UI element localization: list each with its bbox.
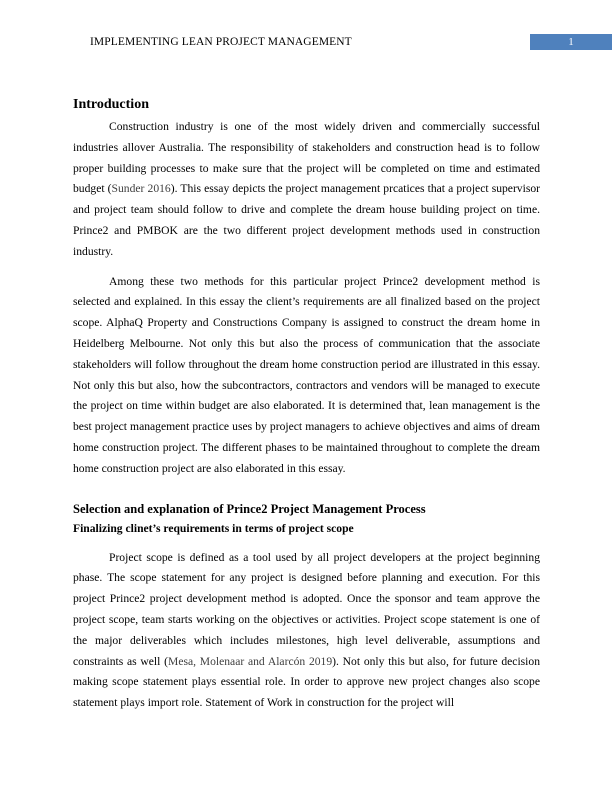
paragraph-gap xyxy=(73,539,540,548)
scope-p1-text-b: ). Not only this but also, for future decision making scope statement plays essential role. In order to approve new project changes also scope statement plays import role. Statement of Work in construction for the project will xyxy=(73,654,541,710)
intro-p1-citation: Sunder 2016 xyxy=(111,182,171,196)
running-header-title: IMPLEMENTING LEAN PROJECT MANAGEMENT xyxy=(90,36,352,48)
intro-paragraph-1 xyxy=(73,117,540,263)
section-gap xyxy=(73,480,540,499)
intro-p1-text-a: Construction industry is one of the most widely driven and commercially successful industries allover Australia. The responsibility of stakeholders and construction head is to follow proper building processes to make sure that the project will be completed on time and estimated budget ( xyxy=(73,120,540,196)
document-body xyxy=(73,96,540,714)
intro-p1-text-b: ). This essay depicts the project management prcatices that a project supervisor and project team should follow to drive and complete the dream house building project on time. Prince2 and PMBOK are the two different project development methods used in construction industry. xyxy=(73,182,540,258)
introduction-heading: Introduction xyxy=(73,97,149,112)
page-number: 1 xyxy=(568,36,574,48)
intro-paragraph-2: Among these two methods for this particular project Prince2 development method is selected and explained. In this essay the client’s requirements are all finalized based on the project scope. AlphaQ Property and Constructions Company is assigned to construct the dream home in Heidelberg Melbourne. Not only this but also the process of communication that the associate stakeholders will follow throughout the dream home construction period are illustrated in this essay. Not only this but also, how the subcontractors, contractors and vendors will be managed to execute the project on time within budget are also elaborated. It is determined that, lean management is the best project management practice uses by project managers to achieve objectives and aims of dream home construction project. The different phases to be maintained throughout to complete the dream home construction project are also elaborated in this essay. xyxy=(73,274,540,475)
scope-paragraph xyxy=(73,548,540,714)
requirements-subheading: Finalizing clinet’s requirements in terms of project scope xyxy=(73,521,354,535)
scope-p1-citation: Mesa, Molenaar and Alarcón 2019 xyxy=(168,654,333,668)
scope-p1-text-a: Project scope is defined as a tool used by all project developers at the project beginning phase. The scope statement for any project is designed before planning and execution. For this project Prince2 project development method is adopted. Once the sponsor and team approve the project scope, team starts working on the objectives or activities. Project scope statement is one of the major deliverables which includes milestones, high level deliverable, assumptions and constraints as well ( xyxy=(73,550,540,668)
paragraph-gap xyxy=(73,263,540,272)
selection-heading: Selection and explanation of Prince2 Project Management Process xyxy=(73,501,426,516)
page-number-badge xyxy=(530,34,612,50)
